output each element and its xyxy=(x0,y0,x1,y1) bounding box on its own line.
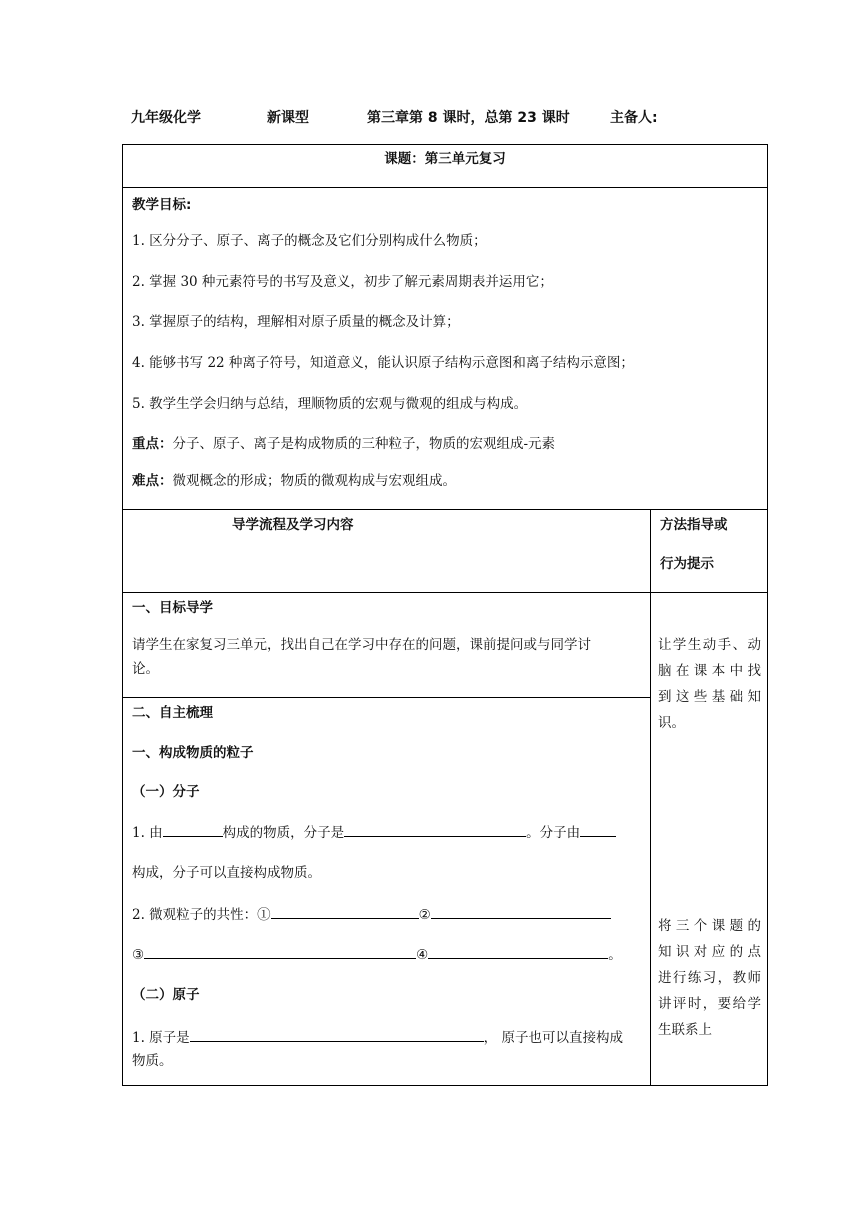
objective-item-5: 5. 教学生学会归纳与总结，理顺物质的宏观与微观的组成与构成。 xyxy=(132,396,528,412)
side-note-1-line: 让学生动手、动 xyxy=(658,637,761,653)
key-point-text: 分子、原子、离子是构成物质的三种粒子，物质的宏观组成-元素 xyxy=(172,436,556,452)
difficulty-label: 难点： xyxy=(132,473,173,489)
side-note-1-line: 脑在课本中找 xyxy=(658,663,761,679)
question-3-line1 xyxy=(132,1027,623,1048)
q1-blank-2[interactable] xyxy=(344,822,526,837)
part-atom: （二）原子 xyxy=(132,987,200,1003)
side-note-1-line: 识。 xyxy=(658,715,685,731)
row-divider-title xyxy=(123,187,767,188)
objective-item-4: 4. 能够书写 22 种离子符号，知道意义，能认识原子结构示意图和离子结构示意图； xyxy=(132,355,634,371)
section1-line1: 请学生在家复习三单元，找出自己在学习中存在的问题，课前提问或与同学讨 xyxy=(132,637,591,653)
section2-heading: 二、自主梳理 xyxy=(132,705,213,721)
side-note-2 xyxy=(658,913,761,1043)
side-note-2-line: 生联系上 xyxy=(658,1022,712,1038)
q2-text-a: 2. 微观粒子的共性：① xyxy=(132,907,271,923)
q1-blank-1[interactable] xyxy=(163,822,223,837)
subsection-particles: 一、构成物质的粒子 xyxy=(132,745,254,761)
q2-blank-3[interactable] xyxy=(144,944,416,959)
question-3-line2: 物质。 xyxy=(132,1053,173,1069)
lesson-title: 课题：第三单元复习 xyxy=(384,151,506,167)
difficulty-text: 微观概念的形成；物质的微观构成与宏观组成。 xyxy=(172,473,456,489)
q2-blank-1[interactable] xyxy=(271,904,419,919)
part-molecule: （一）分子 xyxy=(132,784,200,800)
question-2-line1 xyxy=(132,904,611,925)
key-point xyxy=(132,434,555,454)
column-header-content: 导学流程及学习内容 xyxy=(232,517,354,533)
header-lesson-type: 新课型 xyxy=(267,110,309,126)
q3-text-a: 1. 原子是 xyxy=(132,1030,190,1046)
section1-heading: 一、目标导学 xyxy=(132,600,213,616)
side-note-1-line: 到这些基础知 xyxy=(658,689,761,705)
header-author: 主备人: xyxy=(610,110,658,126)
q2-text-d: ④ xyxy=(416,947,429,963)
q3-text-b: ， 原子也可以直接构成 xyxy=(483,1030,623,1046)
question-1-line1 xyxy=(132,822,616,843)
q1-text-c: 。分子由 xyxy=(526,825,581,841)
q1-text-b: 构成的物质，分子是 xyxy=(222,825,345,841)
question-1-line2: 构成，分子可以直接构成物质。 xyxy=(132,865,321,881)
key-point-label: 重点： xyxy=(132,436,173,452)
q2-text-e: 。 xyxy=(608,947,622,963)
lesson-plan-table xyxy=(122,144,768,1086)
row-divider-objectives xyxy=(123,509,767,510)
objective-item-2: 2. 掌握 30 种元素符号的书写及意义，初步了解元素周期表并运用它； xyxy=(132,274,553,290)
header-grade: 九年级化学 xyxy=(131,110,201,126)
header-chapter: 第三章第 8 课时，总第 23 课时 xyxy=(367,110,570,126)
side-note-1 xyxy=(658,632,761,736)
difficulty-point xyxy=(132,471,456,491)
q1-text-a: 1. 由 xyxy=(132,825,163,841)
q2-blank-4[interactable] xyxy=(428,944,608,959)
section1-line2: 论。 xyxy=(132,661,159,677)
side-note-2-line: 讲评时，要给学 xyxy=(658,996,761,1012)
row-divider-section1 xyxy=(123,697,650,698)
column-header-method-line2: 行为提示 xyxy=(660,556,714,572)
side-note-2-line: 知识对应的点 xyxy=(658,944,761,960)
q3-blank-1[interactable] xyxy=(190,1027,484,1042)
objective-item-3: 3. 掌握原子的结构，理解相对原子质量的概念及计算； xyxy=(132,314,460,330)
objectives-heading: 教学目标: xyxy=(132,197,192,213)
q1-blank-3[interactable] xyxy=(580,822,616,837)
objective-item-1: 1. 区分分子、原子、离子的概念及它们分别构成什么物质； xyxy=(132,233,487,249)
lesson-header xyxy=(131,107,751,129)
column-header-method-line1: 方法指导或 xyxy=(660,517,728,533)
column-divider xyxy=(650,509,651,1085)
side-note-2-line: 将三个课题的 xyxy=(658,918,761,934)
row-divider-columns xyxy=(123,592,767,593)
question-2-line2 xyxy=(132,944,622,965)
side-note-2-line: 进行练习，教师 xyxy=(658,970,761,986)
q2-text-c: ③ xyxy=(132,947,145,963)
q2-blank-2[interactable] xyxy=(431,904,611,919)
q2-text-b: ② xyxy=(418,907,431,923)
